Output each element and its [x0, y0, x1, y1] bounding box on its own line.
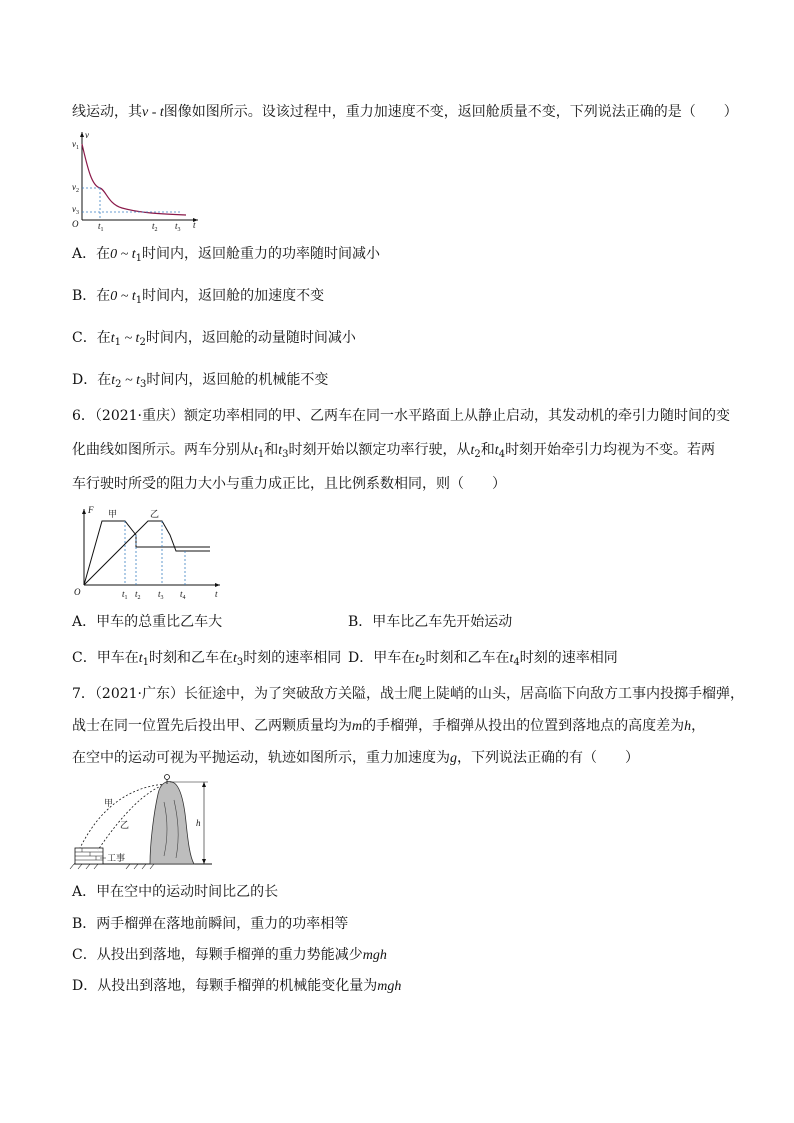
stem-part: 时刻开始牵引力均视为不变。若两 [505, 442, 716, 458]
var-mgh: mgh [362, 948, 387, 963]
q5-stem [72, 102, 738, 123]
q6-stem-line2: 化曲线如图所示。两车分别从$t_1$和$t_3$时刻开始以额定功率行驶，从$t_2$和$t_4$时刻开始牵引力均视为不变。若两 [72, 442, 716, 460]
q7-option-a: A．甲在空中的运动时间比乙的长 [72, 884, 279, 900]
q5-tick-v1: $v_1$ [72, 139, 79, 151]
option-range: 0 ~ t [110, 247, 136, 262]
q6-stem-line3: 车行驶时所受的阻力大小与重力成正比，且比例系数相同，则（ ） [72, 476, 506, 492]
q7-trajectory-figure [70, 772, 220, 872]
q6-origin: O [74, 587, 81, 597]
q5-axis-t: t [193, 220, 196, 230]
var-m: m [352, 719, 363, 734]
bunker-icon [75, 848, 103, 864]
q7-label-jia: 甲 [104, 798, 114, 808]
option-text: 时间内，返回舱的机械能不变 [146, 372, 329, 388]
q7-option-c [72, 945, 387, 966]
q5-origin: O [72, 219, 79, 229]
q5-tick-v3: $v_3$ [72, 204, 79, 216]
q6-tick-t1: $t_1$ [122, 589, 128, 601]
var-mgh: mgh [377, 979, 402, 994]
q6-axis-f: F [88, 505, 94, 515]
option-text: C．甲车在 [72, 650, 139, 666]
stem-part: 的手榴弹，手榴弹从投出的位置到落地点的高度差为 [362, 718, 685, 734]
option-text: D．甲车在 [348, 650, 416, 666]
option-text: 时间内，返回舱的加速度不变 [142, 288, 325, 304]
stem-part: 化曲线如图所示。两车分别从 [72, 442, 254, 458]
q5-tick-t3: $t_3$ [175, 221, 181, 233]
q6-ft-graph [70, 505, 230, 605]
q7-stem-line3 [72, 748, 639, 769]
option-text: 时刻的速率相同 [519, 650, 618, 666]
stem-part: 和 [480, 442, 495, 458]
stem-part: 和 [264, 442, 279, 458]
q5-tick-t2: $t_2$ [152, 221, 158, 233]
option-text: B．在 [72, 288, 111, 304]
q5-option-c: C．在$t_1$ ~ $t_2$时间内，返回舱的动量随时间减小 [72, 330, 356, 348]
option-text: C．从投出到落地，每颗手榴弹的重力势能减少 [72, 947, 363, 963]
q6-tick-t2: $t_2$ [135, 589, 141, 601]
stem-part: 时刻开始以额定功率行驶，从 [288, 442, 471, 458]
q7-stem-line1: 7．（2021·广东）长征途中，为了突破敌方关隘，战士爬上陡峭的山头，居高临下向敌方工事内投掷手榴弹， [72, 686, 744, 702]
q5-tick-v2: $v_2$ [72, 182, 79, 194]
q5-stem-part: 线运动，其 [72, 104, 142, 120]
var-h: h [684, 719, 692, 734]
option-text: D．在 [72, 372, 112, 388]
q5-vt-label: v - t [142, 105, 164, 120]
q6-tick-t3: $t_3$ [158, 589, 164, 601]
option-text: 时刻和乙车在 [148, 650, 233, 666]
q7-label-h: h [196, 818, 201, 828]
stem-part: ，下列说法正确的有（ ） [457, 750, 639, 766]
q7-label-yi: 乙 [120, 820, 130, 830]
cliff-icon [150, 782, 194, 865]
q6-label-jia: 甲 [108, 509, 118, 519]
q7-label-gongshi: 工事 [107, 853, 126, 863]
option-text: 时刻的速率相同 [243, 650, 342, 666]
q5-option-a: A．在0 ~ $t_1$时间内，返回舱重力的功率随时间减小 [72, 246, 380, 264]
stem-part: 战士在同一位置先后投出甲、乙两颗质量均为 [72, 718, 352, 734]
q6-option-d: D．甲车在$t_2$时刻和乙车在$t_4$时刻的速率相同 [348, 650, 618, 668]
q6-stem-line1: 6．（2021·重庆）额定功率相同的甲、乙两车在同一水平路面上从静止启动，其发动机的牵引力随时间的变 [72, 408, 730, 424]
q5-tick-t1: $t_1$ [98, 221, 104, 233]
option-text: C．在 [72, 330, 111, 346]
q5-vt-graph [70, 130, 200, 233]
option-range: 0 ~ t [110, 289, 136, 304]
option-text: 时间内，返回舱重力的功率随时间减小 [141, 246, 380, 262]
option-text: 时刻和乙车在 [425, 650, 510, 666]
q7-option-b: B．两手榴弹在落地前瞬间，重力的功率相等 [72, 916, 349, 932]
q6-option-a: A．甲车的总重比乙车大 [72, 614, 223, 630]
q6-tick-t4: $t_4$ [180, 589, 186, 601]
q6-label-yi: 乙 [150, 509, 160, 519]
var-g: g [450, 751, 457, 766]
q7-option-d [72, 976, 401, 997]
q5-option-b: B．在0 ~ $t_1$时间内，返回舱的加速度不变 [72, 288, 325, 306]
q7-stem-line2 [72, 716, 705, 737]
stem-part: ， [691, 718, 706, 734]
q5-stem-part: 图像如图所示。设该过程中，重力加速度不变，返回舱质量不变，下列说法正确的是（ ） [163, 104, 738, 120]
option-text: A．在 [72, 246, 111, 262]
q5-axis-v: v [85, 130, 89, 140]
option-text: 时间内，返回舱的动量随时间减小 [145, 330, 356, 346]
stem-part: 在空中的运动可视为平抛运动，轨迹如图所示，重力加速度为 [72, 750, 450, 766]
q6-option-b: B．甲车比乙车先开始运动 [348, 614, 513, 630]
q5-option-d: D．在$t_2$ ~ $t_3$时间内，返回舱的机械能不变 [72, 372, 329, 390]
q6-axis-t: t [215, 589, 218, 599]
option-text: D．从投出到落地，每颗手榴弹的机械能变化量为 [72, 978, 378, 994]
q6-option-c: C．甲车在$t_1$时刻和乙车在$t_3$时刻的速率相同 [72, 650, 342, 668]
